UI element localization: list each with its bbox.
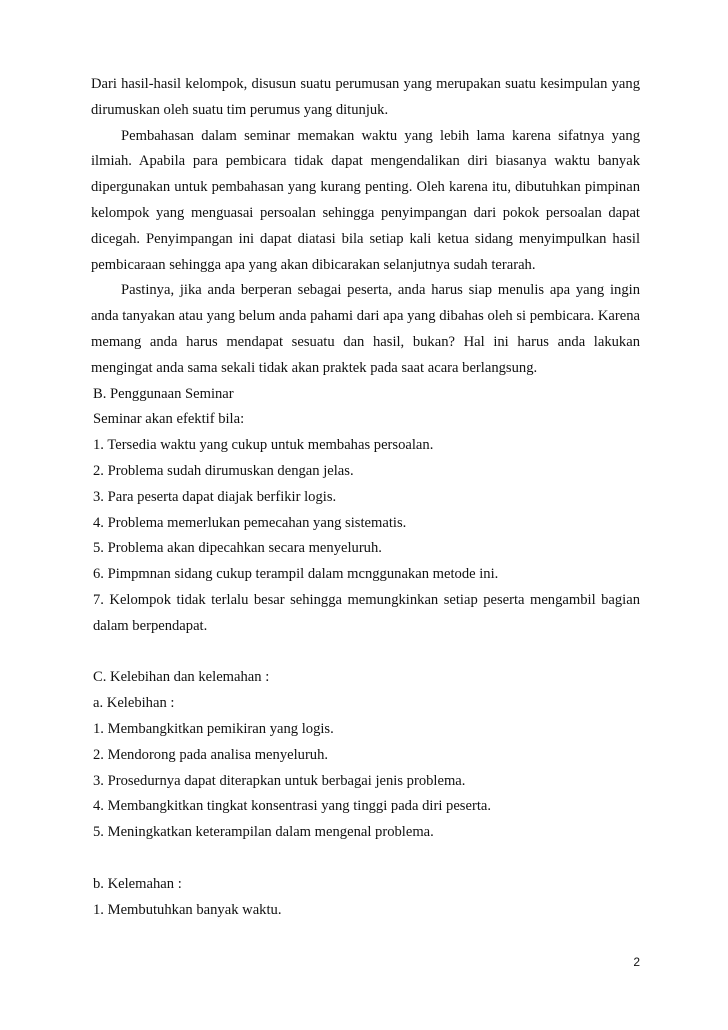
list-item: 7. Kelompok tidak terlalu besar sehingga memungkinkan setiap peserta mengambil bagian dalam berpendapat. — [93, 591, 640, 634]
list-item: 1. Membutuhkan banyak waktu. — [93, 901, 282, 918]
paragraph-discussion: Pembahasan dalam seminar memakan waktu yang lebih lama karena sifatnya yang ilmiah. Apabila para pembicara tidak dapat mengendalikan diri biasanya waktu banyak dipergunakan untuk pembahasan yang kurang penting. Oleh karena itu, dibutuhkan pimpinan kelompok yang menguasai persoalan sehingga penyimpangan dari pokok persoalan dapat dicegah. Penyimpangan ini dapat diatasi bila setiap kali ketua sidang menyimpulkan hasil pembicaraan sehingga apa yang akan dibicarakan selanjutnya sudah terarah. — [91, 127, 640, 273]
list-item: 4. Membangkitkan tingkat konsentrasi yang tinggi pada diri peserta. — [93, 798, 491, 815]
page-content — [91, 72, 640, 923]
list-item: 4. Problema memerlukan pemecahan yang sistematis. — [93, 514, 407, 531]
blank-line — [91, 640, 640, 666]
paragraph-conclusion: Dari hasil-hasil kelompok, disusun suatu perumusan yang merupakan suatu kesimpulan yang dirumuskan oleh suatu tim perumus yang ditunjuk. — [91, 76, 640, 118]
list-item: 2. Problema sudah dirumuskan dengan jelas. — [93, 462, 354, 479]
section-b-intro: Seminar akan efektif bila: — [93, 411, 245, 428]
section-b-heading: B. Penggunaan Seminar — [93, 385, 234, 402]
list-item: 1. Tersedia waktu yang cukup untuk membahas persoalan. — [93, 437, 434, 454]
list-item: 6. Pimpmnan sidang cukup terampil dalam mcnggunakan metode ini. — [93, 566, 499, 583]
list-item: 5. Problema akan dipecahkan secara menyeluruh. — [93, 540, 382, 557]
page-number: 2 — [633, 955, 640, 969]
subsection-b-heading: b. Kelemahan : — [93, 875, 182, 892]
list-item: 3. Prosedurnya dapat diterapkan untuk berbagai jenis problema. — [93, 772, 466, 789]
paragraph-participant: Pastinya, jika anda berperan sebagai peserta, anda harus siap menulis apa yang ingin anda tanyakan atau yang belum anda pahami dari apa yang dibahas oleh si pembicara. Karena memang anda harus mendapat sesuatu dan hasil, bukan? Hal ini harus anda lakukan mengingat anda sama sekali tidak akan praktek pada saat acara berlangsung. — [91, 282, 640, 376]
list-item: 3. Para peserta dapat diajak berfikir logis. — [93, 488, 337, 505]
blank-line — [91, 846, 640, 872]
list-item: 5. Meningkatkan keterampilan dalam mengenal problema. — [93, 824, 434, 841]
subsection-a-heading: a. Kelebihan : — [93, 695, 175, 712]
section-c-heading: C. Kelebihan dan kelemahan : — [93, 669, 270, 686]
list-item: 1. Membangkitkan pemikiran yang logis. — [93, 720, 334, 737]
list-item: 2. Mendorong pada analisa menyeluruh. — [93, 746, 329, 763]
